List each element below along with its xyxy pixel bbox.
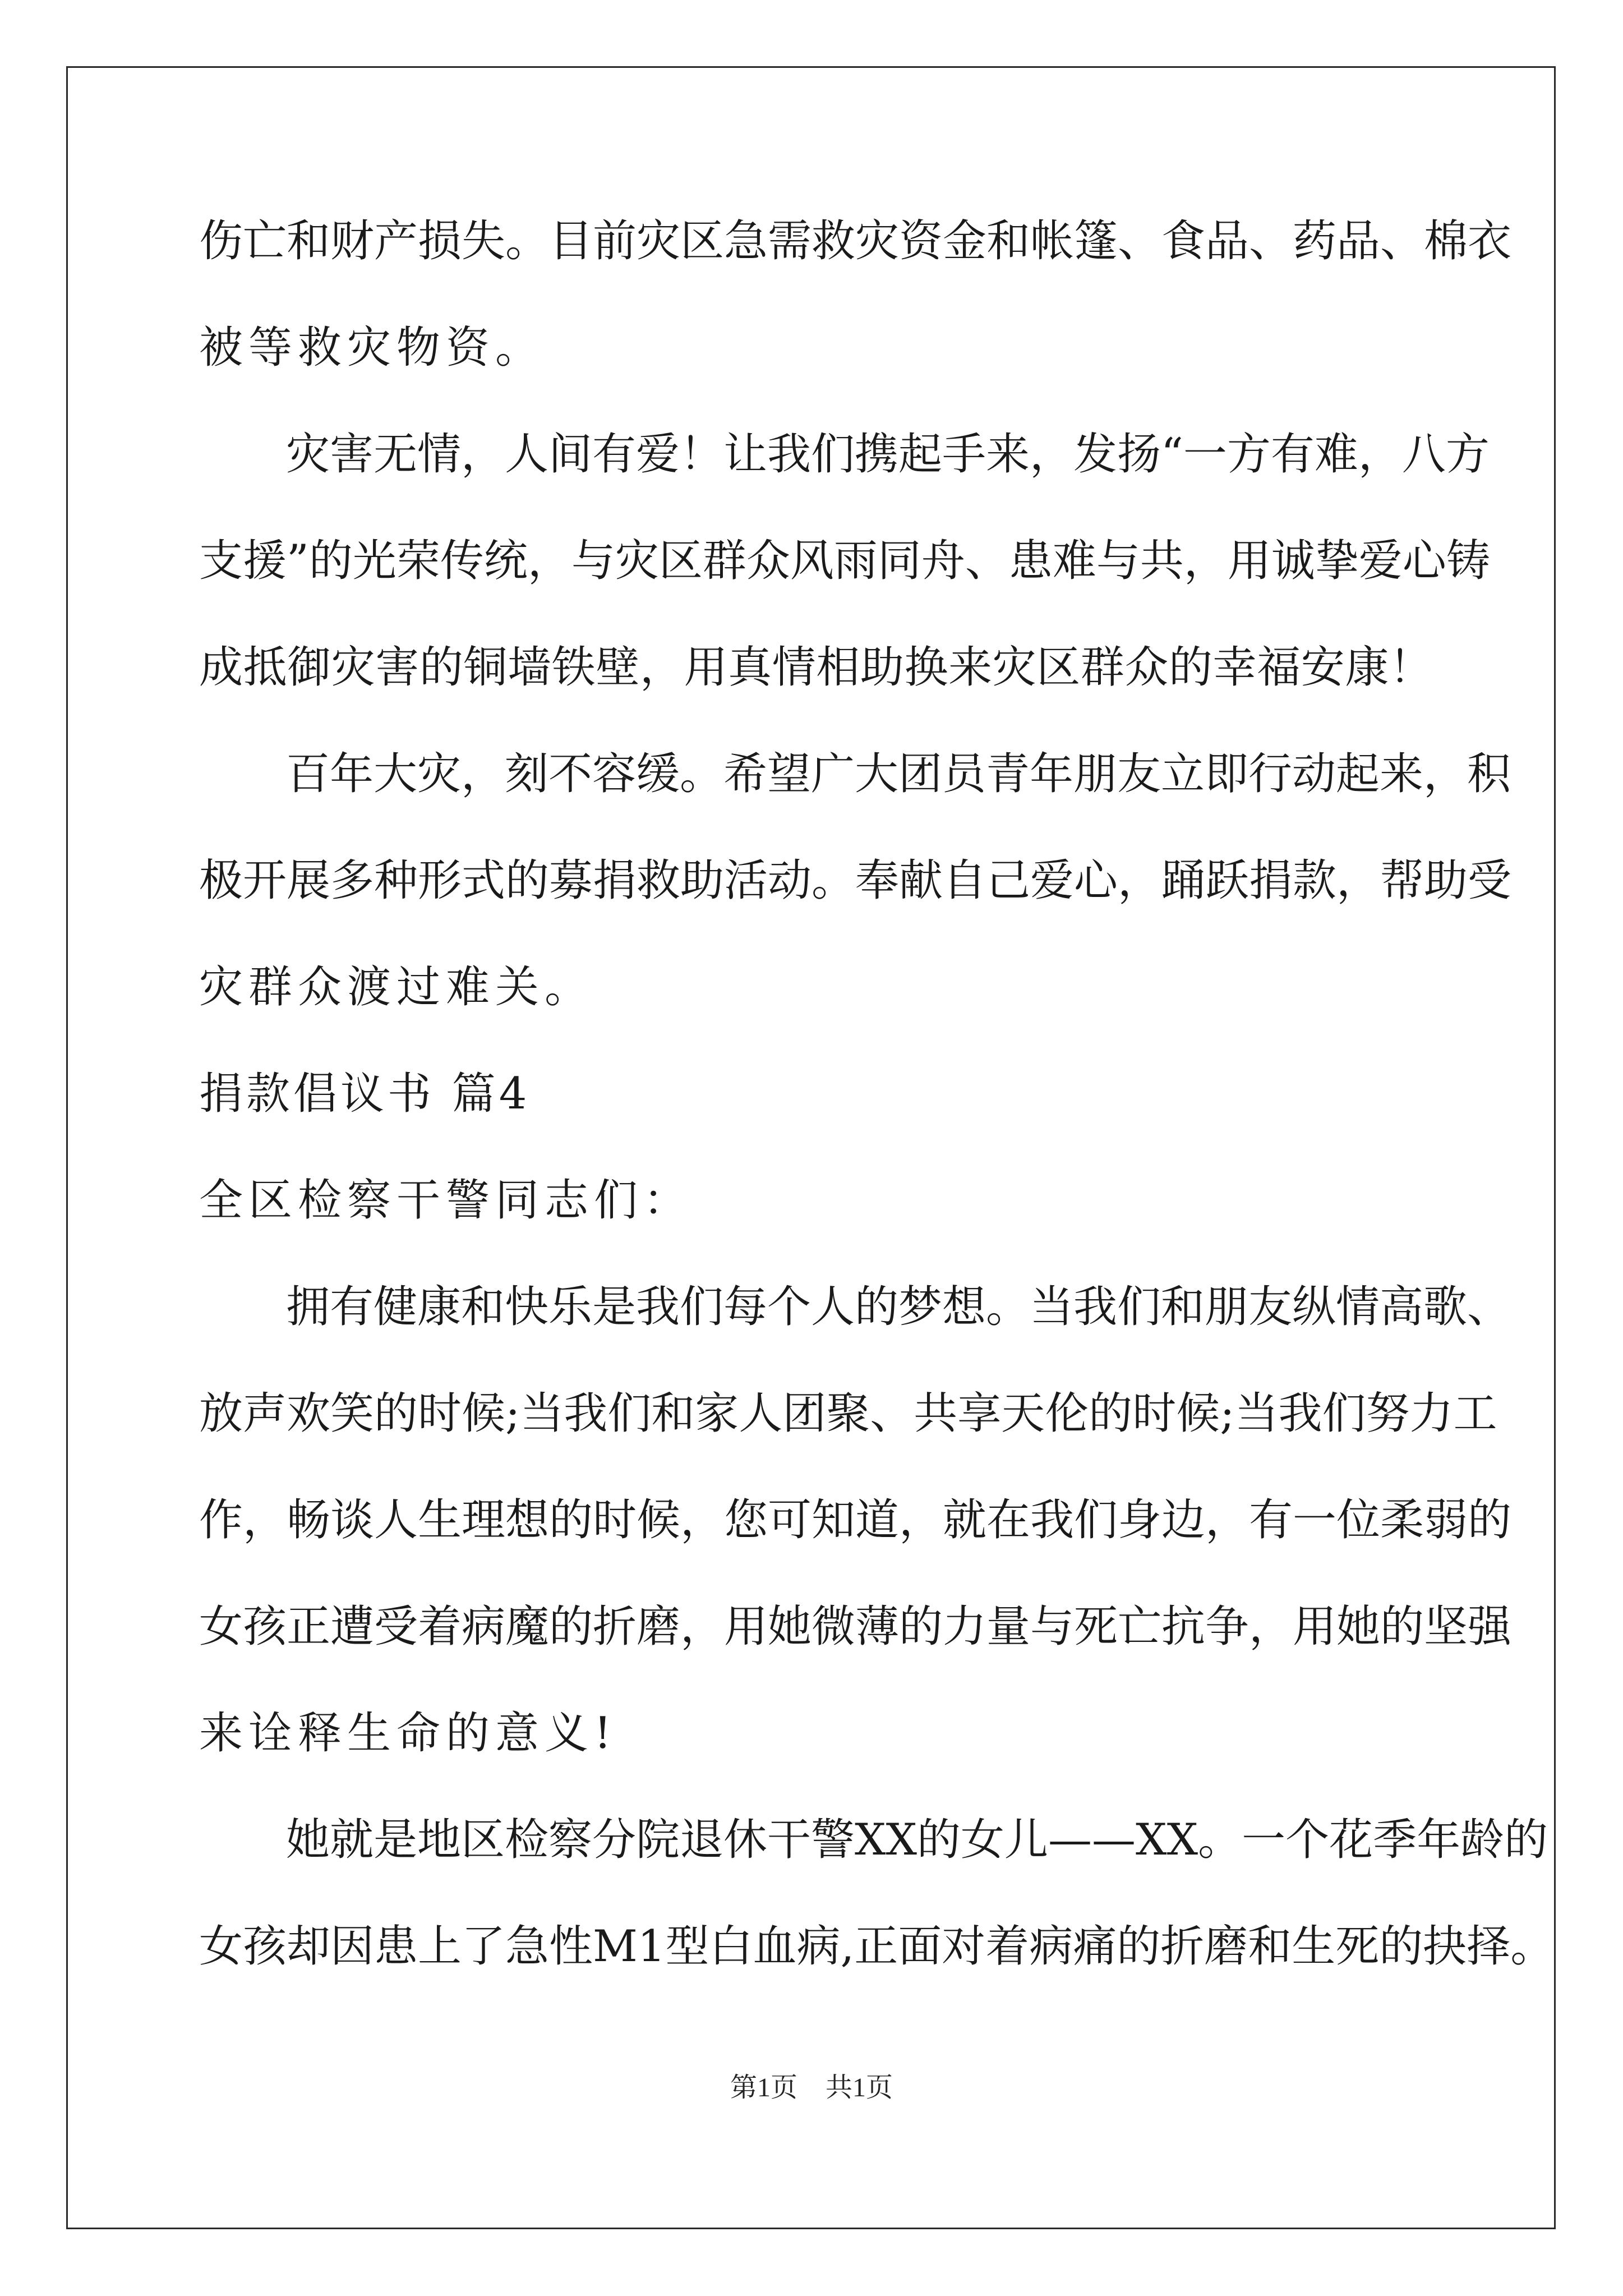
paragraph-line: 百年大灾，刻不容缓。希望广大团员青年朋友立即行动起来，积 bbox=[286, 749, 1511, 799]
paragraph-line: 女孩正遭受着病魔的折磨，用她微薄的力量与死亡抗争，用她的坚强 bbox=[199, 1602, 1512, 1652]
paragraph-line: 作，畅谈人生理想的时候，您可知道，就在我们身边，有一位柔弱的 bbox=[199, 1495, 1512, 1545]
paragraph-line: 被等救灾物资。 bbox=[199, 323, 545, 373]
page-number: 第1页 bbox=[730, 2073, 797, 2102]
salutation: 全区检察干警同志们： bbox=[199, 1175, 693, 1226]
paragraph-line: 伤亡和财产损失。目前灾区急需救灾资金和帐篷、食品、药品、棉衣 bbox=[199, 216, 1512, 266]
paragraph-line: 极开展多种形式的募捐救助活动。奉献自己爱心，踊跃捐款，帮助受 bbox=[199, 855, 1512, 906]
section-heading: 捐款倡议书 篇4 bbox=[199, 1069, 531, 1119]
paragraph-line: 来诠释生命的意义! bbox=[199, 1708, 617, 1759]
paragraph-line: 灾害无情，人间有爱！让我们携起手来，发扬“一方有难，八方 bbox=[286, 429, 1490, 480]
paragraph-line: 支援”的光荣传统，与灾区群众风雨同舟、患难与共，用诚挚爱心铸 bbox=[199, 536, 1490, 586]
page-total: 共1页 bbox=[826, 2073, 893, 2102]
paragraph-line: 女孩却因患上了急性M1型白血病,正面对着病痛的折磨和生死的抉择。 bbox=[199, 1921, 1555, 1972]
page-footer bbox=[0, 2071, 1623, 2105]
paragraph-line: 成抵御灾害的铜墙铁壁，用真情相助换来灾区群众的幸福安康！ bbox=[199, 642, 1433, 693]
paragraph-line: 放声欢笑的时候;当我们和家人团聚、共享天伦的时候;当我们努力工 bbox=[199, 1388, 1497, 1439]
document-body bbox=[199, 213, 1555, 2025]
paragraph-line: 她就是地区检察分院退休干警XX的女儿——XX。一个花季年龄的 bbox=[286, 1815, 1548, 1865]
paragraph-line: 灾群众渡过难关。 bbox=[199, 962, 594, 1013]
paragraph-line: 拥有健康和快乐是我们每个人的梦想。当我们和朋友纵情高歌、 bbox=[286, 1282, 1511, 1332]
